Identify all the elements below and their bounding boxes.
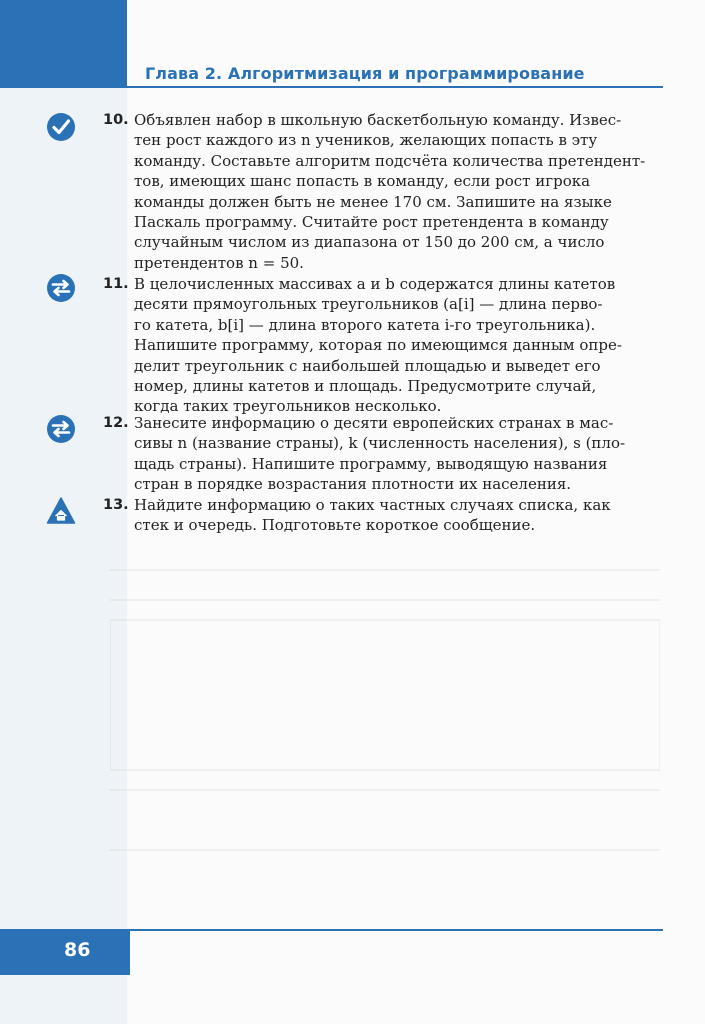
task-number: 12. <box>103 415 129 431</box>
header-rule <box>0 86 663 88</box>
task-number: 10. <box>103 112 129 128</box>
home-triangle-icon <box>46 496 76 526</box>
task-line: Паскаль программу. Считайте рост претендента в команду <box>134 213 609 232</box>
task-line: делит треугольник с наибольшей площадью и выведет его <box>134 356 601 375</box>
task-line: команду. Составьте алгоритм подсчёта количества претендент- <box>134 151 646 170</box>
page-number: 86 <box>64 939 91 961</box>
checkmark-icon <box>46 112 76 142</box>
task-line: щадь страны). Напишите программу, выводящую названия <box>134 454 608 473</box>
task-line: го катета, b[i] — длина второго катета i-го треугольника). <box>134 315 596 334</box>
task-13 <box>103 494 663 536</box>
bleed-through-texture <box>110 560 660 890</box>
task-line: тен рост каждого из n учеников, желающих попасть в эту <box>134 131 598 150</box>
task-line: Занесите информацию о десяти европейских странах в мас- <box>134 414 614 433</box>
exchange-arrows-icon <box>46 273 76 303</box>
chapter-title: Глава 2. Алгоритмизация и программирование <box>145 64 585 83</box>
task-line: претендентов n = 50. <box>134 253 304 272</box>
task-line: Объявлен набор в школьную баскетбольную команду. Извес- <box>134 111 622 130</box>
task-text <box>134 274 663 417</box>
task-line: Напишите программу, которая по имеющимся данным опре- <box>134 336 622 355</box>
task-11 <box>103 273 663 417</box>
task-line: тов, имеющих шанс попасть в команду, если рост игрока <box>134 172 591 191</box>
task-number: 13. <box>103 497 129 513</box>
task-text <box>134 110 663 273</box>
task-line: Найдите информацию о таких частных случаях списка, как <box>134 496 611 515</box>
task-line: когда таких треугольников несколько. <box>134 397 442 416</box>
exchange-arrows-icon <box>46 414 76 444</box>
task-line: стран в порядке возрастания плотности их населения. <box>134 475 572 494</box>
task-line: номер, длины катетов и площадь. Предусмотрите случай, <box>134 377 597 396</box>
task-line: команды должен быть не менее 170 см. Запишите на языке <box>134 192 612 211</box>
task-line: сивы n (название страны), k (численность населения), s (пло- <box>134 434 626 453</box>
task-line: случайным числом из диапазона от 150 до 200 см, а число <box>134 233 605 252</box>
task-number: 11. <box>103 276 129 292</box>
task-text <box>134 413 663 495</box>
chapter-header-block <box>0 0 127 88</box>
task-line: десяти прямоугольных треугольников (a[i] — длина перво- <box>134 295 603 314</box>
task-text <box>134 495 663 536</box>
task-10 <box>103 109 663 273</box>
task-12 <box>103 412 663 495</box>
task-line: стек и очередь. Подготовьте короткое сообщение. <box>134 516 536 535</box>
task-line: В целочисленных массивах a и b содержатся длины катетов <box>134 275 616 294</box>
